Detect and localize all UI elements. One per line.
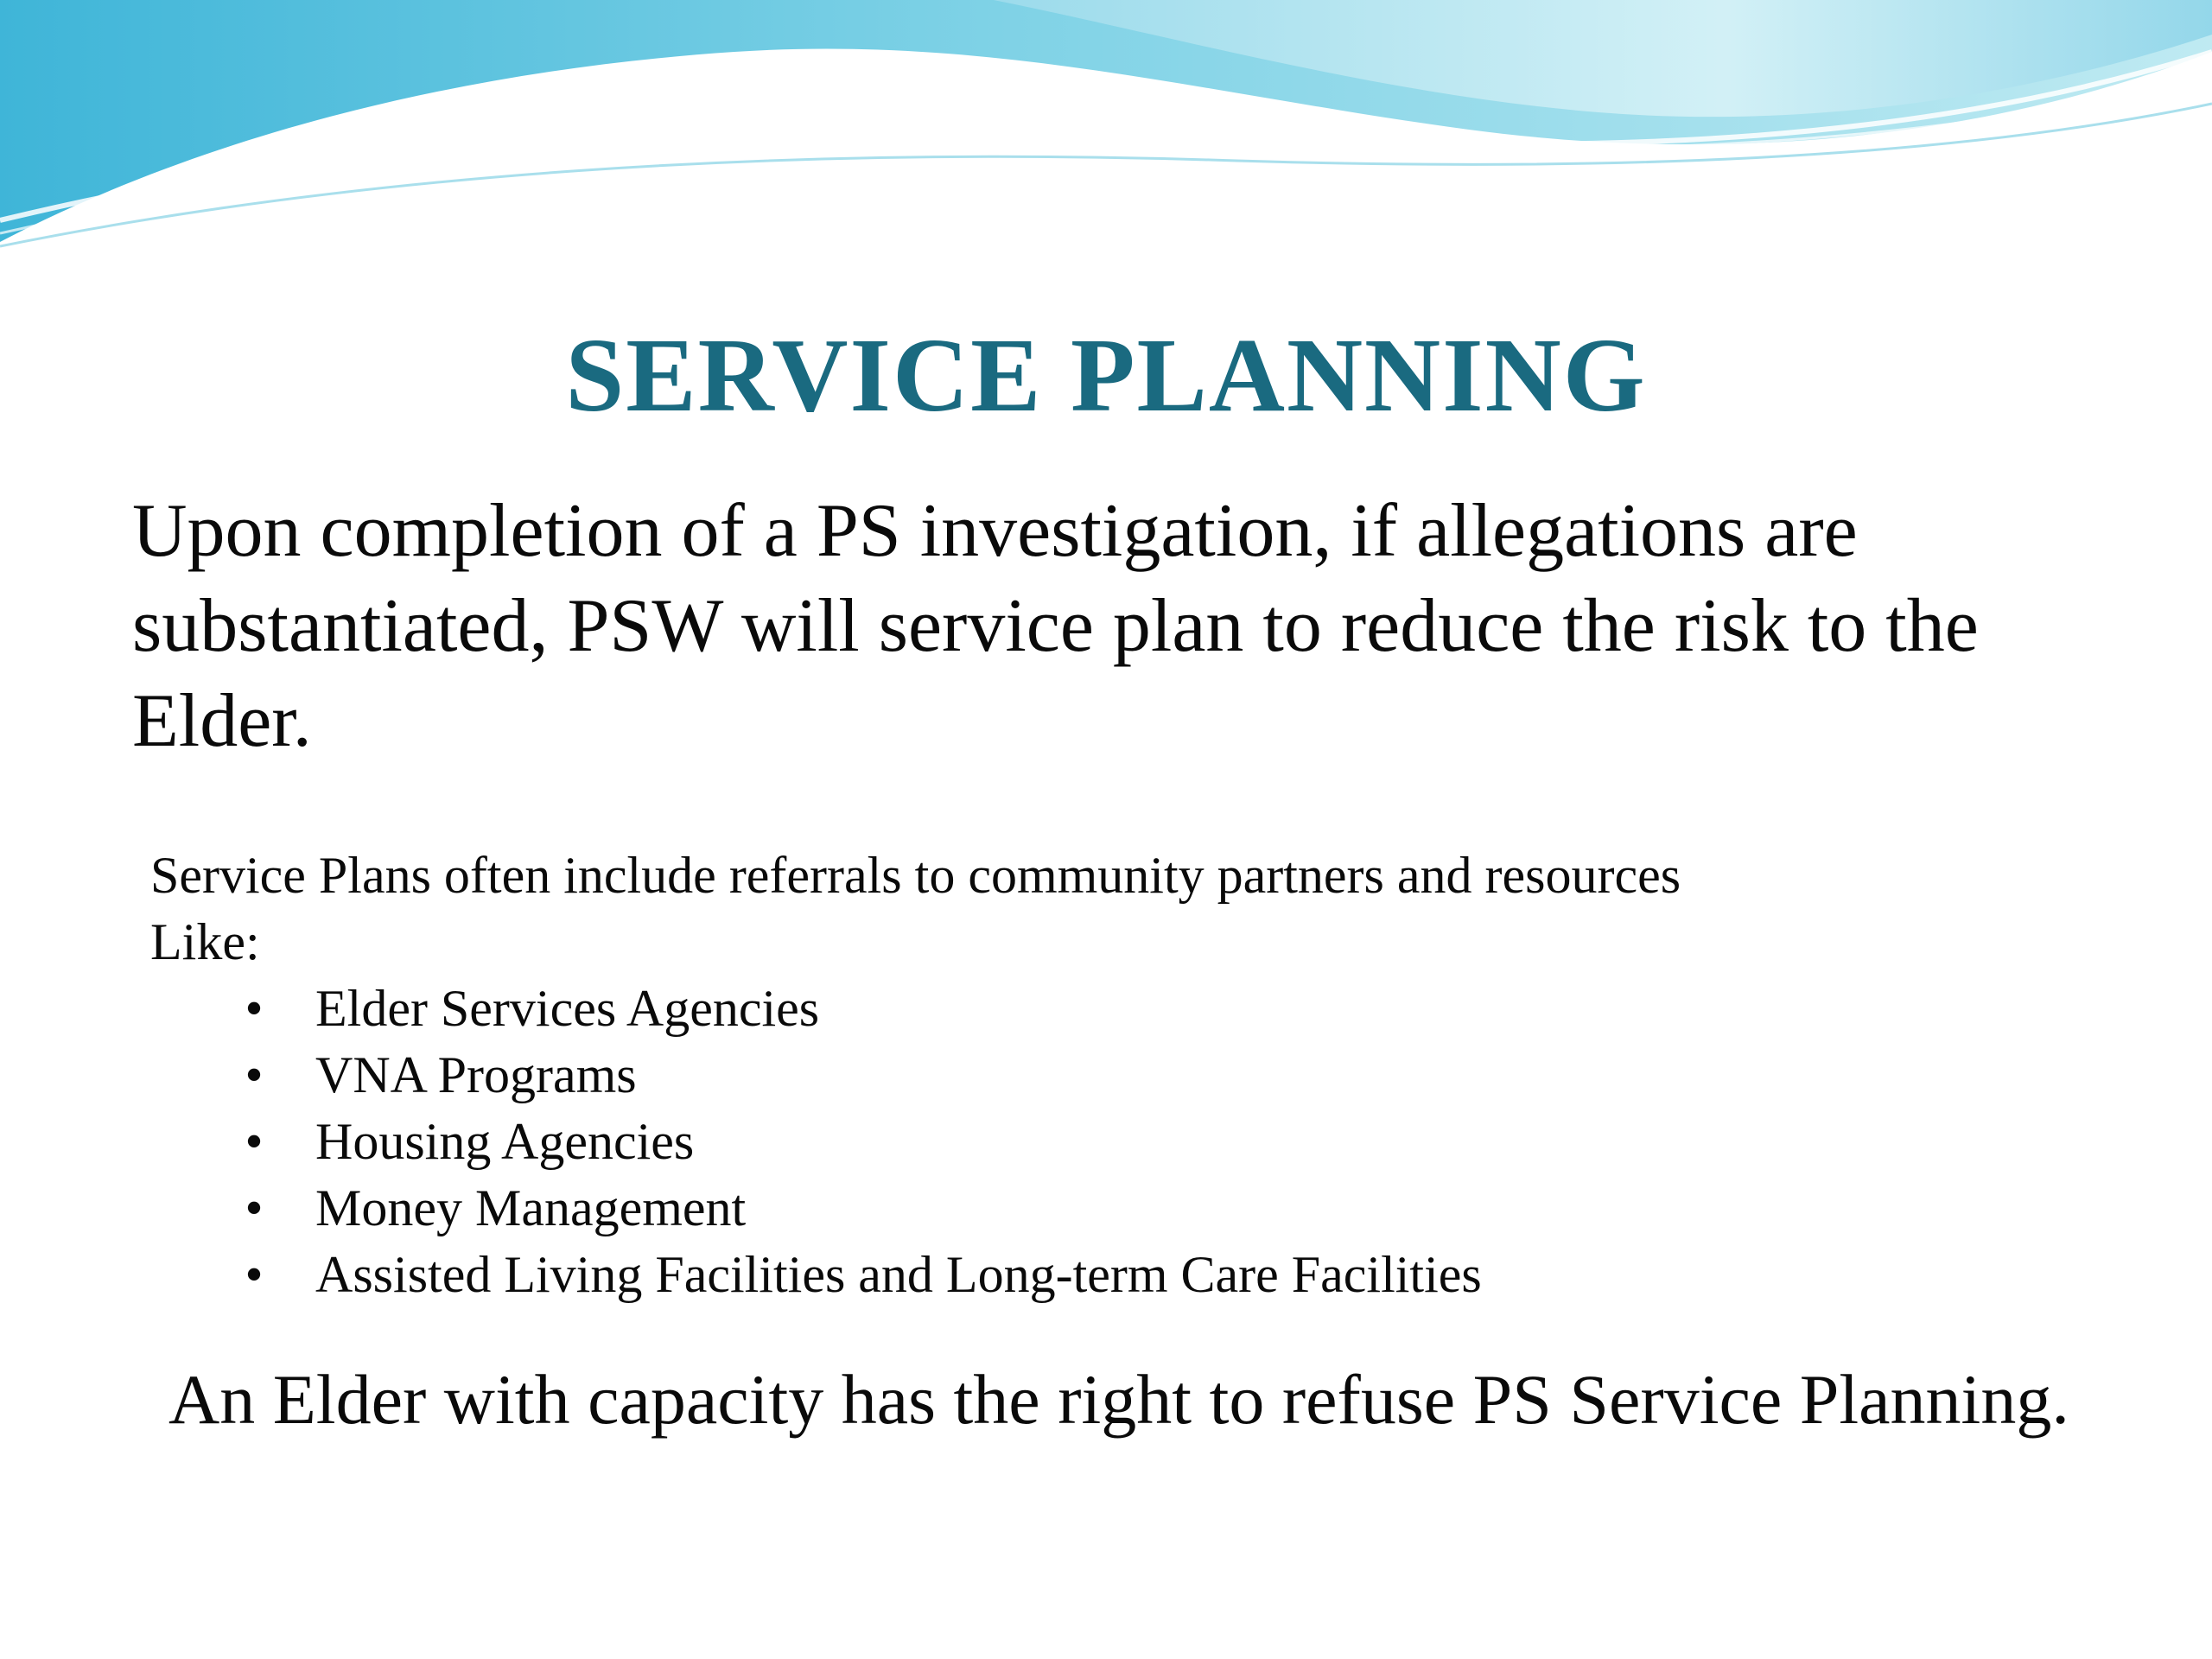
bullet-icon: • — [245, 980, 264, 1037]
bullet-icon: • — [245, 1246, 264, 1303]
bullet-icon: • — [245, 1046, 264, 1103]
intro-paragraph: Upon completion of a PS investigation, if allegations are substantiated, PSW will service plan to reduce the risk to the Elder. — [132, 489, 1979, 763]
list-item — [237, 976, 2094, 1042]
list-item — [237, 1109, 2094, 1175]
closing-paragraph: An Elder with capacity has the right to refuse PS Service Planning. — [168, 1360, 2069, 1439]
bullet-icon: • — [245, 1113, 264, 1170]
list-item-label: Assisted Living Facilities and Long-term Care Facilities — [315, 1246, 1482, 1303]
bullet-icon: • — [245, 1179, 264, 1236]
list-item-label: Money Management — [315, 1179, 747, 1236]
referrals-lead-text: Service Plans often include referrals to community partners and resources — [150, 847, 1681, 904]
list-item-label: Elder Services Agencies — [315, 980, 820, 1037]
list-item — [237, 1175, 2094, 1242]
list-item — [237, 1042, 2094, 1109]
slide-title: SERVICE PLANNING — [565, 317, 1647, 434]
wave-header-decoration — [0, 0, 2212, 259]
list-item — [237, 1242, 2094, 1308]
referrals-section — [150, 842, 2094, 1308]
list-item-label: VNA Programs — [315, 1046, 637, 1103]
list-item-label: Housing Agencies — [315, 1113, 695, 1170]
referrals-lead-like: Like: — [150, 913, 260, 970]
referrals-list — [150, 976, 2094, 1308]
